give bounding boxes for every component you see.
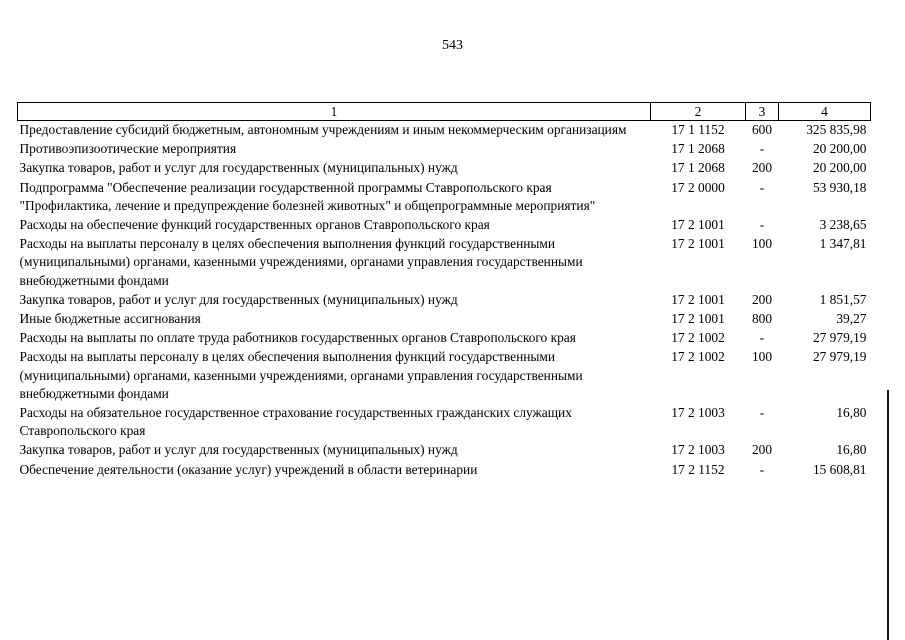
row-type: 100: [751, 349, 773, 365]
row-sum: 1 347,81: [819, 236, 867, 252]
row-code: 17 2 1152: [671, 461, 725, 477]
row-name: Расходы на обязательное государственное страхование государственных гражданских служащих Ставропольского края: [19, 405, 572, 439]
row-type: 100: [751, 236, 773, 252]
table-body: [18, 121, 871, 480]
scan-edge-line: [887, 390, 889, 640]
row-type: -: [759, 405, 765, 421]
table-row: [18, 404, 871, 441]
table-row: [18, 329, 871, 348]
header-col-code: 2: [651, 103, 746, 121]
row-name: Расходы на обеспечение функций государственных органов Ставропольского края: [19, 217, 490, 233]
row-code: 17 1 2068: [671, 160, 725, 176]
table-row: [18, 121, 871, 141]
row-sum: 39,27: [836, 311, 867, 327]
table-row: [18, 348, 871, 404]
row-type: -: [759, 179, 765, 195]
row-type: 800: [751, 311, 773, 327]
row-sum: 1 851,57: [819, 291, 867, 307]
row-name: Расходы на выплаты персоналу в целях обеспечения выполнения функций государственными (муниципальными) органами, казенными учреждениями, органами управления государственными внебюджетными фондами: [19, 236, 583, 288]
row-code: 17 2 1001: [671, 311, 725, 327]
row-type: 600: [751, 122, 773, 137]
row-name: Подпрограмма "Обеспечение реализации государственной программы Ставропольского края "Профилактика, лечение и предупреждение болезней животных" и общепрограммные мероприятия": [19, 179, 596, 213]
row-sum: 27 979,19: [812, 349, 867, 365]
row-sum: 27 979,19: [812, 330, 867, 346]
table-row: [18, 441, 871, 460]
table-row: [18, 159, 871, 178]
row-sum: 15 608,81: [812, 461, 867, 477]
row-code: 17 2 1001: [671, 217, 725, 233]
table-row: [18, 235, 871, 291]
row-name: Закупка товаров, работ и услуг для государственных (муниципальных) нужд: [19, 160, 458, 176]
row-code: 17 2 0000: [671, 179, 725, 195]
row-type: 200: [751, 291, 773, 307]
row-sum: 16,80: [836, 442, 867, 458]
row-sum: 53 930,18: [812, 179, 867, 195]
row-name: Обеспечение деятельности (оказание услуг) учреждений в области ветеринарии: [19, 461, 478, 477]
row-code: 17 2 1002: [671, 349, 725, 365]
budget-table: [17, 102, 871, 480]
row-name: Предоставление субсидий бюджетным, автономным учреждениям и иным некоммерческим организациям: [19, 122, 627, 137]
table-row: [18, 179, 871, 216]
row-sum: 20 200,00: [812, 141, 867, 157]
row-name: Иные бюджетные ассигнования: [19, 311, 201, 327]
row-type: -: [759, 141, 765, 157]
row-type: 200: [751, 160, 773, 176]
header-col-sum: 4: [779, 103, 871, 121]
row-type: -: [759, 461, 765, 477]
row-code: 17 2 1003: [671, 442, 725, 458]
row-sum: 16,80: [836, 405, 867, 421]
header-col-name: 1: [18, 103, 651, 121]
row-code: 17 2 1001: [671, 291, 725, 307]
row-code: 17 2 1002: [671, 330, 725, 346]
row-type: -: [759, 217, 765, 233]
row-name: Закупка товаров, работ и услуг для государственных (муниципальных) нужд: [19, 291, 458, 307]
table-row: [18, 310, 871, 329]
row-code: 17 1 1152: [671, 122, 725, 137]
row-type: 200: [751, 442, 773, 458]
header-col-type: 3: [746, 103, 779, 121]
table-row: [18, 140, 871, 159]
row-name: Противоэпизоотические мероприятия: [19, 141, 237, 157]
row-sum: 325 835,98: [806, 122, 867, 137]
row-code: 17 2 1001: [671, 236, 725, 252]
row-code: 17 1 2068: [671, 141, 725, 157]
row-type: -: [759, 330, 765, 346]
table-row: [18, 216, 871, 235]
row-sum: 3 238,65: [819, 217, 867, 233]
header-row: [18, 103, 871, 121]
page-number: 543: [442, 38, 463, 53]
table-row: [18, 291, 871, 310]
table-row: [18, 461, 871, 480]
row-code: 17 2 1003: [671, 405, 725, 421]
row-name: Расходы на выплаты по оплате труда работников государственных органов Ставропольского края: [19, 330, 576, 346]
row-name: Закупка товаров, работ и услуг для государственных (муниципальных) нужд: [19, 442, 458, 458]
table-header: [18, 103, 871, 121]
row-name: Расходы на выплаты персоналу в целях обеспечения выполнения функций государственными (муниципальными) органами, казенными учреждениями, органами управления государственными внебюджетными фондами: [19, 349, 583, 401]
row-sum: 20 200,00: [812, 160, 867, 176]
